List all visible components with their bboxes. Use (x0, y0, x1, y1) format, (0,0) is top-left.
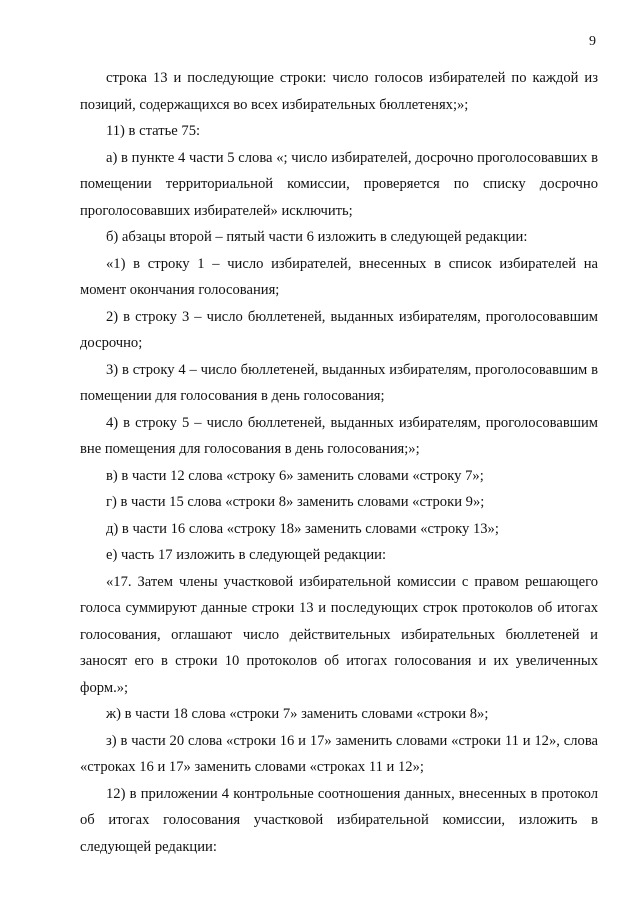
paragraph: 11) в статье 75: (106, 123, 201, 139)
paragraph: г) в части 15 слова «строки 8» заменить словами «строки 9»; (106, 494, 485, 510)
paragraph: «1) в строку 1 – число избирателей, внесенных в список избирателей на момент окончания голосования; (80, 255, 598, 298)
paragraph: а) в пункте 4 части 5 слова «; число избирателей, досрочно проголосовавших в помещении территориальной комиссии, проверяется по списку досрочно проголосовавших избирателей» исключить; (80, 149, 598, 219)
paragraph: д) в части 16 слова «строку 18» заменить словами «строку 13»; (106, 520, 499, 537)
paragraph: б) абзацы второй – пятый части 6 изложить в следующей редакции: (106, 229, 528, 245)
page-number: 9 (589, 34, 596, 49)
paragraph: 12) в приложении 4 контрольные соотношения данных, внесенных в протокол об итогах голосования участковой избирательной комиссии, изложить в следующей редакции: (80, 785, 598, 855)
paragraph: «17. Затем члены участковой избирательной комиссии с правом решающего голоса суммируют данные строки 13 и последующих строк протоколов об итогах голосования, оглашают число действительных избирательных бюллетеней и заносят его в строки 10 протоколов об итогах голосования и их увеличенных форм.»; (80, 573, 598, 696)
paragraph: 4) в строку 5 – число бюллетеней, выданных избирателям, проголосовавшим вне помещения для голосования в день голосования;»; (80, 414, 598, 457)
paragraph: 2) в строку 3 – число бюллетеней, выданных избирателям, проголосовавшим досрочно; (80, 308, 598, 351)
paragraph: ж) в части 18 слова «строки 7» заменить словами «строки 8»; (106, 706, 489, 722)
paragraph: в) в части 12 слова «строку 6» заменить словами «строку 7»; (106, 467, 484, 484)
paragraph: е) часть 17 изложить в следующей редакции: (106, 547, 387, 563)
paragraph: з) в части 20 слова «строки 16 и 17» заменить словами «строки 11 и 12», слова «строках 16 и 17» заменить словами «строках 11 и 12»; (80, 732, 598, 775)
paragraph: строка 13 и последующие строки: число голосов избирателей по каждой из позиций, содержащихся во всех избирательных бюллетенях;»; (80, 70, 598, 113)
document-body (80, 65, 598, 860)
paragraph: 3) в строку 4 – число бюллетеней, выданных избирателям, проголосовавшим в помещении для голосования в день голосования; (80, 361, 598, 404)
